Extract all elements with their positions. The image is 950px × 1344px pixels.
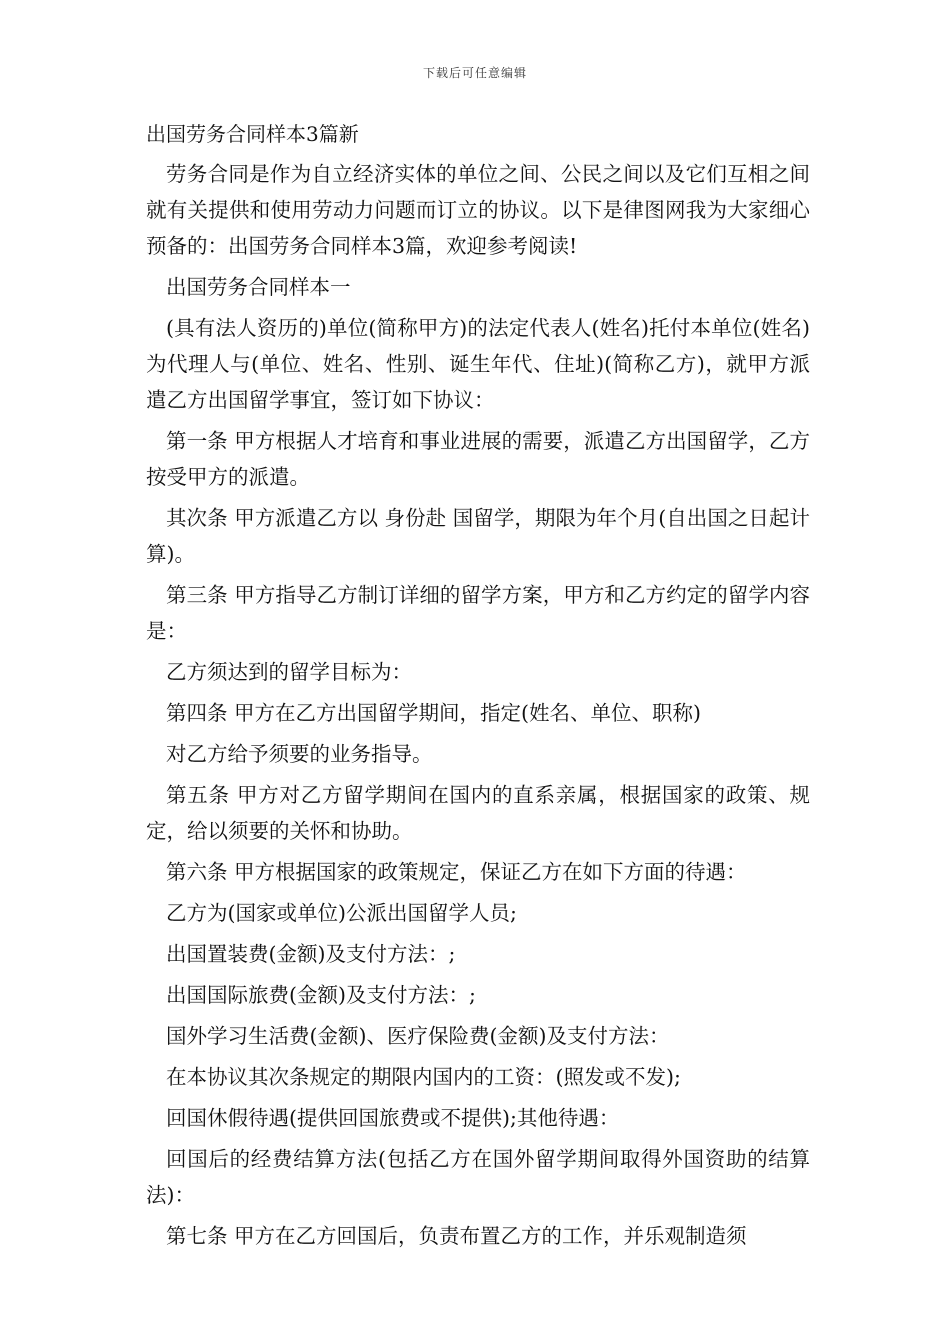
paragraph: 第七条 甲方在乙方回国后，负责布置乙方的工作，并乐观制造须 <box>166 1224 747 1248</box>
paragraph: 出国国际旅费(金额)及支付方法：; <box>166 983 476 1007</box>
paragraph: 乙方为(国家或单位)公派出国留学人员; <box>166 901 517 925</box>
paragraph: 乙方须达到的留学目标为： <box>166 660 412 684</box>
paragraph: 在本协议其次条规定的期限内国内的工资：(照发或不发); <box>166 1065 681 1089</box>
paragraph: 对乙方给予须要的业务指导。 <box>166 742 433 766</box>
paragraph: 第六条 甲方根据国家的政策规定，保证乙方在如下方面的待遇： <box>166 860 747 884</box>
paragraph: 第四条 甲方在乙方出国留学期间，指定(姓名、单位、职称) <box>166 701 702 725</box>
paragraph: (具有法人资历的)单位(简称甲方)的法定代表人(姓名)托付本单位(姓名)为代理人与(单位、姓名、性别、诞生年代、住址)(简称乙方)，就甲方派遣乙方出国留学事宜，签订如下协议： <box>146 316 810 412</box>
paragraph: 国外学习生活费(金额)、医疗保险费(金额)及支付方法： <box>166 1024 670 1048</box>
paragraph: 劳务合同是作为自立经济实体的单位之间、公民之间以及它们互相之间就有关提供和使用劳动力问题而订立的协议。以下是律图网我为大家细心预备的：出国劳务合同样本3篇，欢迎参考阅读! <box>146 162 810 258</box>
paragraph: 回国后的经费结算方法(包括乙方在国外留学期间取得外国资助的结算法)： <box>146 1147 810 1207</box>
document-title: 出国劳务合同样本3篇新 <box>146 122 359 146</box>
paragraph: 第一条 甲方根据人才培育和事业进展的需要，派遣乙方出国留学，乙方按受甲方的派遣。 <box>146 429 810 489</box>
paragraph: 其次条 甲方派遣乙方以 身份赴 国留学，期限为年个月(自出国之日起计算)。 <box>146 506 810 566</box>
paragraph: 第三条 甲方指导乙方制订详细的留学方案，甲方和乙方约定的留学内容是： <box>146 583 810 643</box>
document-body <box>146 156 810 1259</box>
paragraph: 回国休假待遇(提供回国旅费或不提供);其他待遇： <box>166 1106 620 1130</box>
paragraph: 第五条 甲方对乙方留学期间在国内的直系亲属，根据国家的政策、规定，给以须要的关怀和协助。 <box>146 783 810 843</box>
paragraph: 出国置装费(金额)及支付方法：; <box>166 942 456 966</box>
header-note: 下载后可任意编辑 <box>422 66 527 80</box>
section-heading: 出国劳务合同样本一 <box>166 275 351 299</box>
